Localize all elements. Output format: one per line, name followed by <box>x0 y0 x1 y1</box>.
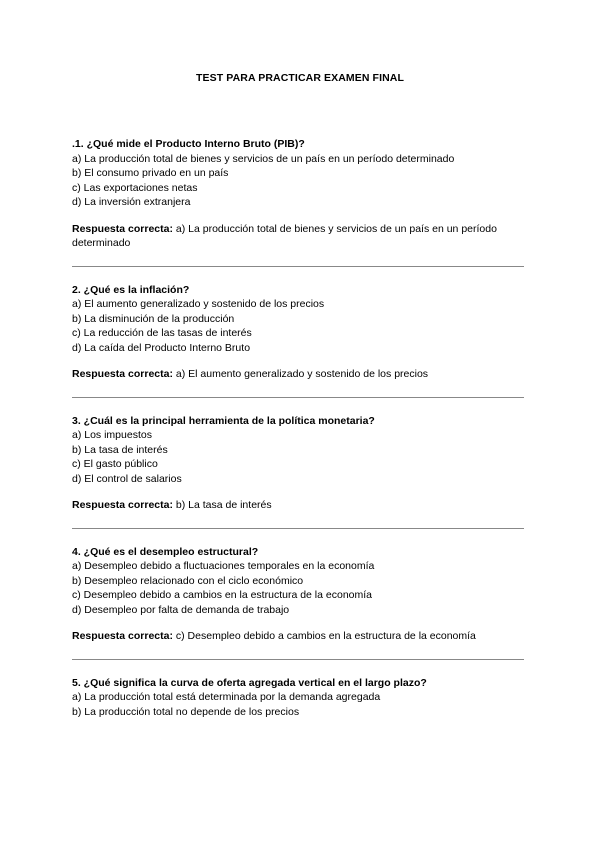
option-d: d) Desempleo por falta de demanda de trabajo <box>72 603 290 616</box>
option-a: a) La producción total de bienes y servicios de un país en un período determinado <box>72 152 455 165</box>
answer-label: Respuesta correcta: <box>72 499 173 511</box>
option-b: b) La tasa de interés <box>72 443 168 456</box>
option-a: a) La producción total está determinada por la demanda agregada <box>72 691 381 703</box>
question-1 <box>72 137 527 251</box>
question-2 <box>72 283 527 382</box>
answer-text: c) Desempleo debido a cambios en la estructura de la economía <box>175 630 476 642</box>
question-3 <box>72 414 527 513</box>
question-title: 2. ¿Qué es la inflación? <box>72 283 190 296</box>
answer-text: a) El aumento generalizado y sostenido de los precios <box>175 368 429 380</box>
divider <box>72 397 524 398</box>
question-list <box>72 137 527 719</box>
option-c: c) Las exportaciones netas <box>72 181 198 194</box>
question-title: 4. ¿Qué es el desempleo estructural? <box>72 545 259 558</box>
question-title: 5. ¿Qué significa la curva de oferta agregada vertical en el largo plazo? <box>72 676 427 689</box>
correct-answer <box>72 629 527 644</box>
option-a: a) El aumento generalizado y sostenido de los precios <box>72 298 325 310</box>
answer-text: b) La tasa de interés <box>175 499 272 511</box>
correct-answer <box>72 498 527 513</box>
option-a: a) Desempleo debido a fluctuaciones temporales en la economía <box>72 560 375 572</box>
question-title: .1. ¿Qué mide el Producto Interno Bruto (PIB)? <box>72 138 305 150</box>
question-title: 3. ¿Cuál es la principal herramienta de la política monetaria? <box>72 414 375 427</box>
option-a: a) Los impuestos <box>72 429 152 441</box>
divider <box>72 266 524 267</box>
option-b: b) Desempleo relacionado con el ciclo económico <box>72 574 304 587</box>
option-b: b) La producción total no depende de los precios <box>72 705 300 718</box>
answer-label: Respuesta correcta: <box>72 630 173 642</box>
page-title: TEST PARA PRACTICAR EXAMEN FINAL <box>196 72 404 84</box>
option-c: c) Desempleo debido a cambios en la estructura de la economía <box>72 589 372 601</box>
answer-text: a) La producción total de bienes y servicios de un país en un período determinado <box>72 222 497 249</box>
correct-answer <box>72 222 527 251</box>
question-5 <box>72 676 527 720</box>
option-d: d) El control de salarios <box>72 472 182 485</box>
option-b: b) El consumo privado en un país <box>72 167 229 179</box>
divider <box>72 659 524 660</box>
option-d: d) La caída del Producto Interno Bruto <box>72 341 251 354</box>
option-c: c) El gasto público <box>72 458 158 470</box>
option-c: c) La reducción de las tasas de interés <box>72 327 252 339</box>
option-b: b) La disminución de la producción <box>72 312 235 325</box>
correct-answer <box>72 367 527 382</box>
answer-label: Respuesta correcta: <box>72 368 173 380</box>
divider <box>72 528 524 529</box>
question-4 <box>72 545 527 644</box>
option-d: d) La inversión extranjera <box>72 196 191 208</box>
answer-label: Respuesta correcta: <box>72 222 173 235</box>
